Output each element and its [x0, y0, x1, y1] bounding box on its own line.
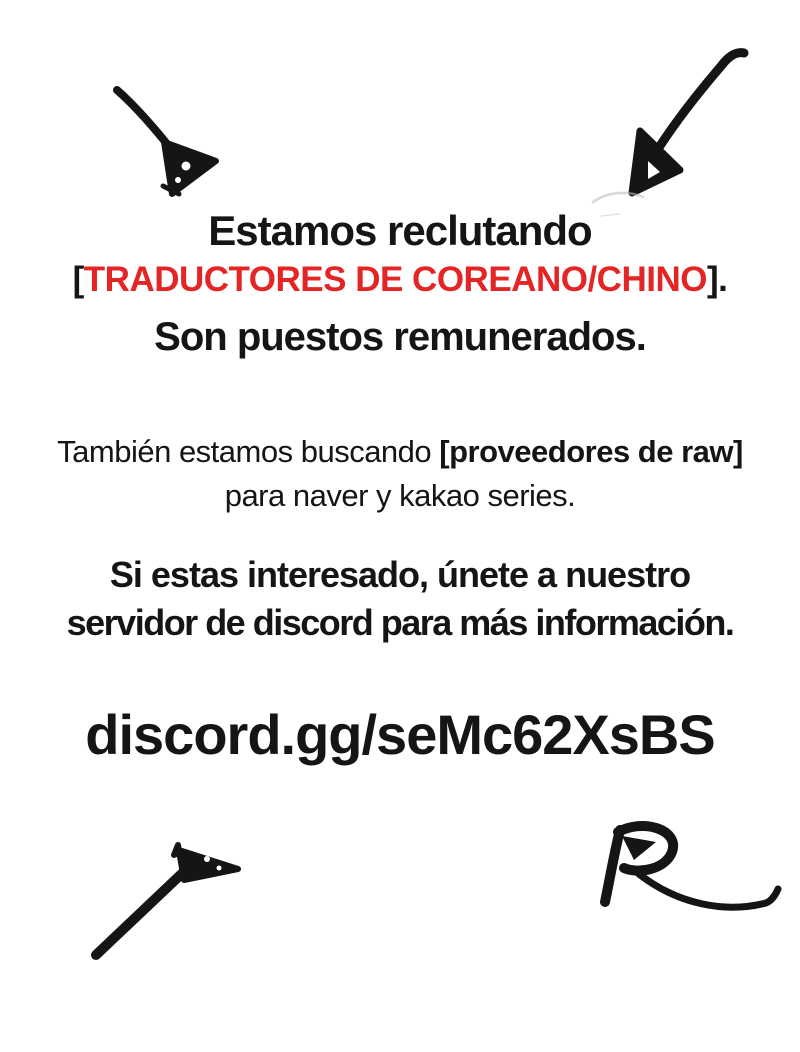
raw-providers-line	[0, 434, 800, 470]
role-name-red: TRADUCTORES DE COREANO/CHINO	[83, 260, 707, 299]
raw-providers-role: [proveedores de raw]	[439, 434, 743, 469]
raw-providers-prefix: También estamos buscando	[57, 434, 440, 469]
cta-line-1: Si estas interesado, únete a nuestro	[109, 554, 691, 595]
cta-line-2	[0, 602, 800, 644]
arrow-up-right-icon	[78, 833, 243, 965]
arrow-down-right-icon	[95, 82, 225, 207]
headline-role	[0, 260, 800, 300]
raw-providers-detail: para naver y kakao series.	[224, 478, 576, 513]
headline-recruiting: Estamos reclutando	[208, 207, 592, 254]
curved-arrow-left-icon	[592, 812, 784, 924]
cta-discord-word: discord	[252, 602, 373, 643]
role-bracket-open: [	[72, 260, 84, 299]
arrow-down-left-icon	[612, 33, 750, 198]
cta-suffix: para más información.	[372, 602, 734, 643]
discord-invite-link: discord.gg/seMc62XsBS	[85, 703, 715, 766]
paid-positions-note: Son puestos remunerados.	[154, 315, 646, 359]
role-bracket-close: ].	[706, 260, 728, 299]
cta-prefix: servidor de	[66, 602, 253, 643]
